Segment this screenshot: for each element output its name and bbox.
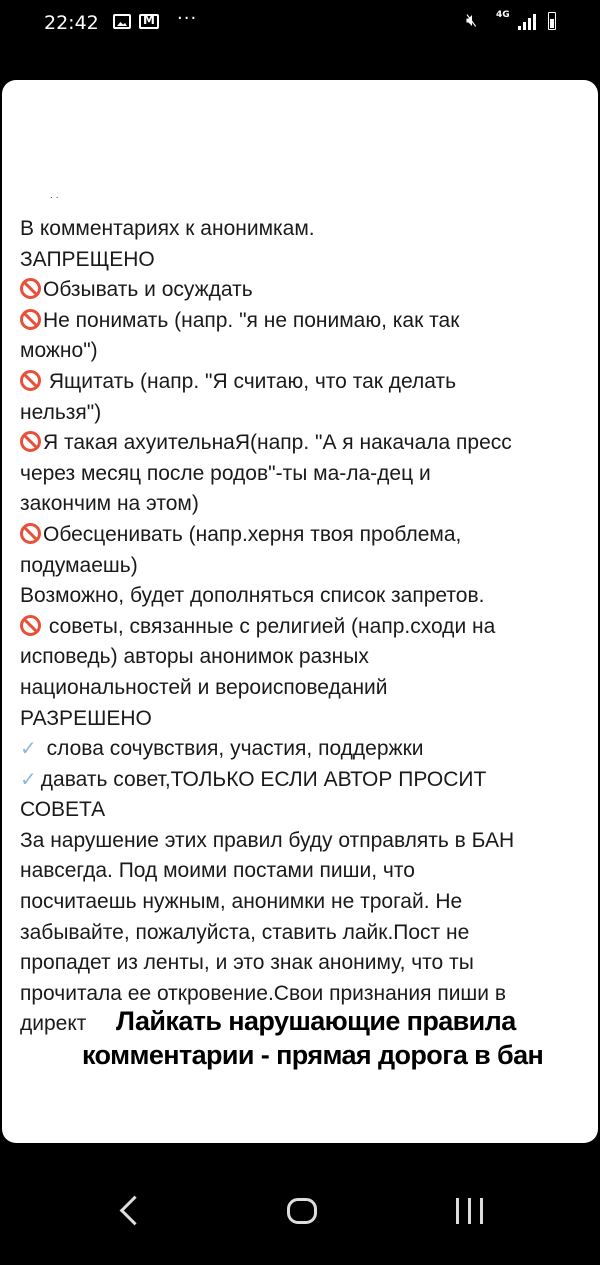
check-icon: ✓: [20, 738, 37, 761]
overlay-line-1: Лайкать нарушающие правила: [116, 1006, 516, 1036]
post-line-text: Я такая ахуительнаЯ(напр. "А я накачала пресс: [43, 431, 512, 455]
post-line: [20, 887, 580, 918]
post-line: [20, 826, 580, 857]
post-line-text: исповедь) авторы анонимок разных: [20, 645, 369, 669]
status-bar: [0, 0, 600, 48]
post-line: [20, 765, 580, 796]
more-icon: ···: [177, 8, 198, 29]
post-line-text: забывайте, пожалуйста, ставить лайк.Пост не: [20, 920, 470, 944]
post-line-text: Ящитать (напр. "Я считаю, что так делать: [43, 369, 457, 393]
post-line: [20, 918, 580, 949]
post-line: [20, 734, 580, 765]
prohibited-icon: [20, 523, 41, 544]
post-line: [20, 459, 580, 490]
post-line-text: прочитала ее откровение.Свои признания пиши в: [20, 981, 507, 1005]
status-time: 22:42: [44, 12, 99, 34]
battery-icon: [548, 12, 556, 30]
recents-icon[interactable]: [456, 1198, 486, 1224]
post-line: [20, 704, 580, 735]
post-line-text: Обзывать и осуждать: [43, 278, 253, 302]
post-line-text: национальностей и вероисповеданий: [20, 675, 388, 699]
post-line-text: нельзя"): [20, 400, 102, 424]
post-line-text: слова сочувствия, участия, поддержки: [40, 737, 424, 761]
prohibited-icon: [20, 431, 41, 452]
post-line-text: давать совет,ТОЛЬКО ЕСЛИ АВТОР ПРОСИТ: [40, 767, 487, 791]
post-line: [20, 520, 580, 551]
decor-dots: ..: [50, 190, 62, 201]
check-icon: ✓: [20, 768, 37, 791]
post-line: [20, 948, 580, 979]
post-line: [20, 673, 580, 704]
post-line-text: пропадет из ленты, и это знак анониму, что ты: [20, 951, 474, 975]
post-line-text: подумаешь): [20, 553, 138, 577]
prohibited-icon: [20, 615, 41, 636]
prohibited-icon: [20, 278, 41, 299]
post-line: [20, 642, 580, 673]
overlay-line-2: комментарии - прямая дорога в бан: [82, 1040, 544, 1070]
post-line-text: Возможно, будет дополняться список запретов.: [20, 584, 485, 608]
post-line-text: За нарушение этих правил буду отправлять в БАН: [20, 828, 515, 852]
post-line-text: закончим на этом): [20, 492, 199, 516]
prohibited-icon: [20, 309, 41, 330]
post-line: [20, 856, 580, 887]
post-line: [20, 214, 580, 245]
mail-icon: [139, 14, 159, 29]
post-line-text: Не понимать (напр. "я не понимаю, как так: [43, 308, 460, 332]
post-text: [20, 214, 580, 1009]
prohibited-icon: [20, 370, 41, 391]
post-line-text: Обесценивать (напр.херня твоя проблема,: [43, 522, 462, 546]
post-line: [20, 367, 580, 398]
gallery-icon: [113, 14, 131, 29]
post-line-text: через месяц после родов"-ты ма-ла-дец и: [20, 461, 431, 485]
post-line-text: посчитаешь нужным, анонимки не трогай. Не: [20, 890, 463, 914]
post-line-text: РАЗРЕШЕНО: [20, 706, 152, 730]
post-line: [20, 428, 580, 459]
post-line-text: навсегда. Под моими постами пиши, что: [20, 859, 415, 883]
signal-icon: [518, 14, 540, 30]
post-line: [20, 795, 580, 826]
back-icon[interactable]: [120, 1196, 150, 1226]
home-icon[interactable]: [287, 1198, 317, 1224]
post-line-text: советы, связанные с религией (напр.сходи на: [43, 614, 496, 638]
post-line: [20, 245, 580, 276]
post-line: [20, 306, 580, 337]
mute-icon: 🔇︎: [466, 10, 478, 31]
post-line: [20, 398, 580, 429]
post-line: [20, 489, 580, 520]
post-line-text: можно"): [20, 339, 98, 363]
network-label: 4G: [496, 10, 510, 20]
post-line: [20, 336, 580, 367]
post-line-text: СОВЕТА: [20, 798, 106, 822]
post-line-text: В комментариях к анонимкам.: [20, 217, 315, 240]
post-line: [20, 275, 580, 306]
post-line: [20, 581, 580, 612]
post-line: [20, 612, 580, 643]
post-line: [20, 551, 580, 582]
navigation-bar: [0, 1170, 600, 1265]
post-line-text: ЗАПРЕЩЕНО: [20, 247, 155, 271]
direct-text: директ: [20, 1012, 87, 1035]
